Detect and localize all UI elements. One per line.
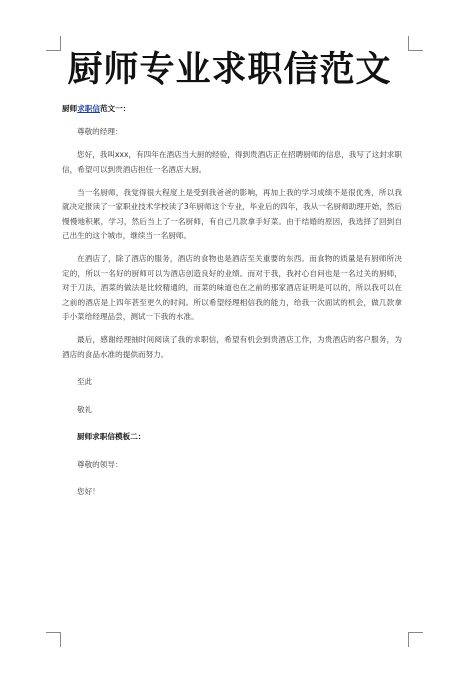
- section1-paragraph-3: 在酒店了，除了酒店的服务，酒店的食物也是酒店至关重要的东西。而食物的质量是有厨师所决定的，所以一名好的厨师可以为酒店创造良好的业绩。而对于我，我衬心自问也是一名过关的厨师，对于刀法，酒菜的做法是比较精通的，而菜的味道也在之前的那家酒店证明是可以的，所以我可以在之前的酒店是上四年甚至更久的时间。所以希望经理相信我的能力，给我一次面试的机会，做几款拿手小菜给经理品尝，测试一下我的水准。: [62, 254, 402, 321]
- section1-paragraph-1: 您好，我叫xxx，有四年在酒店当大厨的经验，得到贵酒店正在招聘厨师的信息，我写了这封求职信，希望可以到贵酒店担任一名酒店大厨。: [62, 150, 402, 174]
- document-title: 厨师专业求职信范文: [67, 50, 392, 90]
- section1-paragraph-4: 最后，感谢经理抽时间阅读了我的求职信，希望有机会到贵酒店工作，为贵酒店的客户服务，为酒店的食品水准的提供而努力。: [62, 335, 402, 359]
- section1-heading-suffix: 范文一：: [99, 104, 131, 113]
- section1-heading-prefix: 厨师: [62, 104, 78, 113]
- section1-paragraph-2: 当一名厨师，我觉得很大程度上是受到我爸爸的影响，再加上我的学习成绩不是很优秀，所以我就决定报读了一家职业技术学校读了3年厨师这个专业，毕业后的四年，我从一名厨师助理开始，然后慢慢地积累，学习，然后当上了一名厨师，有自己几款拿手好菜。由于结婚的原因，我选择了回到自己出生的这个城市，继续当一名厨师。: [62, 187, 402, 240]
- section2-heading: 厨师求职信模板二：: [77, 432, 146, 441]
- section1-heading-link[interactable]: 求职信: [77, 104, 100, 113]
- section1-salutation: 尊敬的经理：: [77, 127, 123, 136]
- section2-salutation: 尊敬的领导：: [77, 459, 123, 469]
- section1-closing-2: 敬礼: [77, 404, 93, 414]
- section2-greeting: 您好！: [77, 487, 100, 496]
- crop-mark-bottom-left: [46, 632, 61, 647]
- document-body: [62, 102, 402, 500]
- section1-heading: [62, 102, 402, 117]
- section1-closing-1: 至此: [77, 377, 93, 386]
- crop-mark-bottom-right: [408, 632, 423, 647]
